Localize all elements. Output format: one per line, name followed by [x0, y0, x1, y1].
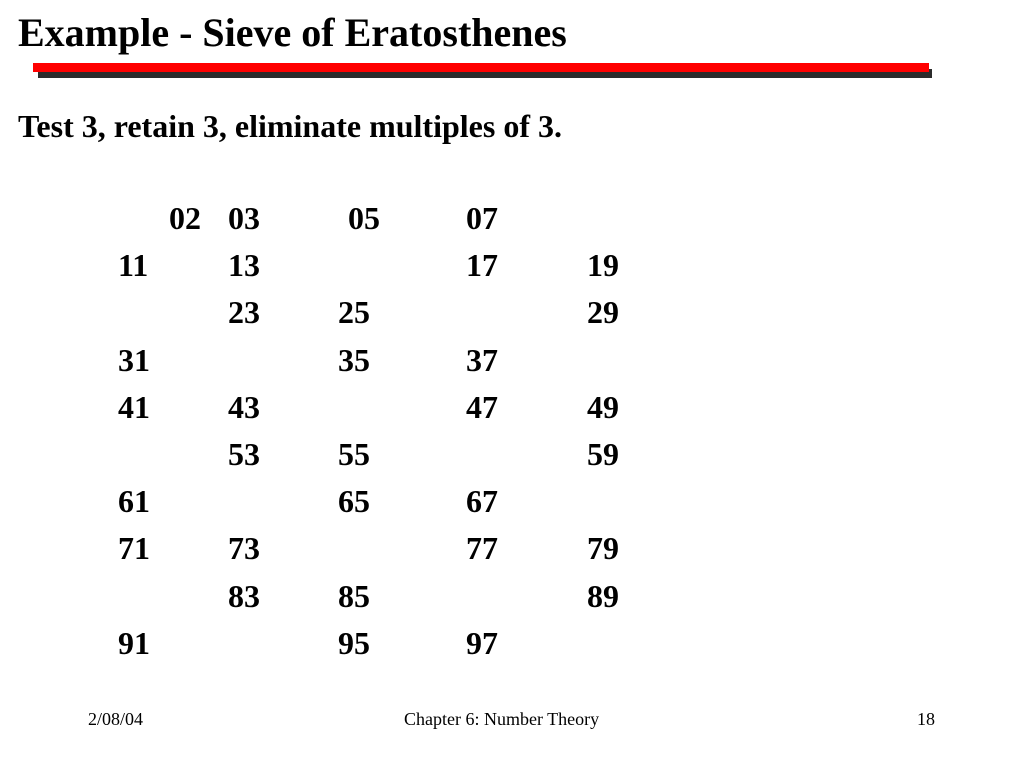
sieve-number-29: 29	[587, 294, 619, 330]
sieve-number-91: 91	[118, 625, 150, 661]
sieve-number-11: 11	[118, 247, 149, 283]
sieve-number-49: 49	[587, 389, 619, 425]
sieve-number-23: 23	[228, 294, 260, 330]
sieve-number-95: 95	[338, 625, 370, 661]
sieve-number-59: 59	[587, 436, 619, 472]
sieve-number-03: 03	[228, 200, 260, 236]
sieve-number-53: 53	[228, 436, 260, 472]
sieve-number-37: 37	[466, 342, 498, 378]
sieve-number-41: 41	[118, 389, 150, 425]
slide-title: Example - Sieve of Eratosthenes	[18, 10, 567, 55]
sieve-number-73: 73	[228, 530, 260, 566]
sieve-number-07: 07	[466, 200, 498, 236]
sieve-number-43: 43	[228, 389, 260, 425]
sieve-number-97: 97	[466, 625, 498, 661]
sieve-number-77: 77	[466, 530, 498, 566]
sieve-number-83: 83	[228, 578, 260, 614]
sieve-number-19: 19	[587, 247, 619, 283]
footer-page-number: 18	[917, 709, 935, 729]
sieve-number-35: 35	[338, 342, 370, 378]
slide-subtitle: Test 3, retain 3, eliminate multiples of 3.	[18, 108, 562, 144]
sieve-number-13: 13	[228, 247, 260, 283]
sieve-number-79: 79	[587, 530, 619, 566]
sieve-number-02: 02	[169, 200, 201, 236]
sieve-number-05: 05	[348, 200, 380, 236]
sieve-number-25: 25	[338, 294, 370, 330]
sieve-number-67: 67	[466, 483, 498, 519]
sieve-number-61: 61	[118, 483, 150, 519]
footer-date: 2/08/04	[88, 709, 144, 729]
sieve-number-55: 55	[338, 436, 370, 472]
sieve-number-47: 47	[466, 389, 498, 425]
sieve-number-65: 65	[338, 483, 370, 519]
sieve-number-17: 17	[466, 247, 498, 283]
sieve-number-89: 89	[587, 578, 619, 614]
sieve-number-85: 85	[338, 578, 370, 614]
sieve-number-71: 71	[118, 530, 150, 566]
sieve-number-31: 31	[118, 342, 150, 378]
footer-chapter: Chapter 6: Number Theory	[404, 709, 600, 729]
